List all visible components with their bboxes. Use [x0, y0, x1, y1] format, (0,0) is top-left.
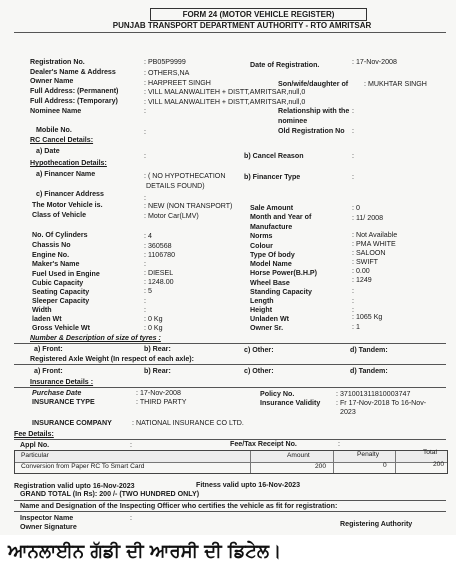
fee-col-amount: Amount — [287, 452, 310, 459]
fee-col-particular: Particular — [21, 452, 49, 459]
registration-no-value: : PB05P9999 — [144, 58, 186, 66]
model-value: : SWIFT — [352, 258, 379, 266]
colour-label: Colour — [250, 242, 273, 250]
fee-col-divider — [250, 451, 251, 473]
temporary-address-label: Full Address: (Temporary) — [30, 97, 118, 105]
cubic-capacity-label: Cubic Capacity — [32, 279, 84, 287]
chassis-label: Chassis No — [32, 241, 71, 249]
officer-heading: Name and Designation of the Inspecting Officer who certifies the vehicle as fit for registration: — [20, 502, 338, 510]
date-of-registration-label: Date of Registration. — [250, 61, 320, 69]
financer-type-label: b) Financer Type — [244, 173, 301, 181]
cancel-reason-value: : — [352, 152, 354, 160]
cylinders-value: : 4 — [144, 232, 152, 240]
width-value: : — [144, 306, 146, 314]
relation-label: Son/wife/daughter of — [278, 80, 349, 88]
axle-other: c) Other: — [244, 367, 274, 375]
norms-label: Norms — [250, 232, 273, 240]
owner-name-value: : HARPREET SINGH — [144, 79, 211, 87]
financer-name-label: a) Financer Name — [36, 170, 96, 178]
department-title: PUNJAB TRANSPORT DEPARTMENT AUTHORITY - RTO AMRITSAR — [112, 21, 372, 30]
length-value: : — [352, 297, 354, 305]
purchase-date-value: : 17-Nov-2008 — [136, 389, 181, 397]
tyres-divider — [14, 343, 446, 344]
insurance-divider — [14, 387, 446, 388]
manufacture-value: : 11/ 2008 — [352, 214, 384, 222]
horse-power-label: Horse Power(B.H.P) — [250, 269, 318, 277]
manufacture-label: Month and Year of — [250, 213, 312, 221]
body-type-value: : SALOON — [352, 249, 386, 257]
inspector-name-value: : — [130, 514, 132, 522]
permanent-address-value: : VILL MALANWALITEH + DISTT,AMRITSAR,null,0 — [144, 88, 306, 96]
maker-value: : — [144, 260, 146, 268]
fee-col-divider — [395, 451, 396, 473]
tyres-rear: b) Rear: — [144, 345, 171, 353]
vehicle-class-value: : Motor Car(LMV) — [144, 212, 199, 220]
fitness-validity: Fitness valid upto 16-Nov-2023 — [196, 481, 301, 489]
fuel-value: : DIESEL — [144, 269, 174, 277]
fee-table — [14, 450, 448, 474]
manufacture-label-cont: Manufacture — [250, 223, 293, 231]
body-type-label: Type Of body — [250, 251, 295, 259]
financer-address-value: : — [144, 194, 146, 202]
fee-row-amount: 200 — [315, 463, 327, 470]
date-of-registration-value: : 17-Nov-2008 — [352, 58, 397, 66]
fee-row-penalty: 0 — [383, 462, 387, 469]
cylinders-label: No. Of Cylinders — [32, 231, 88, 239]
temporary-address-value: : VILL MALANWALITEH + DISTT,AMRITSAR,null,0 — [144, 98, 306, 106]
old-registration-label: Old Registration No — [278, 127, 345, 135]
policy-no-value: : 371001311810003747 — [336, 390, 411, 398]
vehicle-type-value: : NEW (NON TRANSPORT) — [144, 202, 233, 210]
permanent-address-label: Full Address: (Permanent) — [30, 87, 119, 95]
fee-heading: Fee Details: — [14, 430, 54, 438]
relation-value: : MUKHTAR SINGH — [364, 80, 427, 88]
mobile-no-value: : — [144, 128, 146, 136]
width-label: Width — [32, 306, 52, 314]
tyres-tandem: d) Tandem: — [350, 346, 388, 354]
tyres-front: a) Front: — [34, 345, 63, 353]
sale-amount-value: : 0 — [352, 204, 360, 212]
form-title: FORM 24 (MOTOR VEHICLE REGISTER) — [150, 8, 367, 21]
unladen-weight-value: : 1065 Kg — [352, 313, 383, 321]
fuel-label: Fuel Used in Engine — [32, 270, 100, 278]
nominee-name-label: Nominee Name — [30, 107, 82, 115]
sale-amount-label: Sale Amount — [250, 204, 294, 212]
gross-weight-label: Gross Vehicle Wt — [32, 324, 90, 332]
insurance-heading: Insurance Details : — [30, 378, 94, 386]
hypothecation-heading: Hypothecation Details: — [30, 159, 107, 167]
policy-no-label: Policy No. — [260, 390, 295, 398]
fee-receipt-label: Fee/Tax Receipt No. — [230, 440, 297, 448]
nominee-relationship-label: Relationship with the — [278, 107, 350, 115]
punjabi-caption: ਆਨਲਾਈਨ ਗੱਡੀ ਦੀ ਆਰਸੀ ਦੀ ਡਿਟੇਲ। — [8, 541, 282, 562]
old-registration-value: : — [352, 127, 354, 135]
insurance-company-label: INSURANCE COMPANY — [32, 419, 112, 427]
seating-value: : 5 — [144, 287, 152, 295]
rc-cancel-date-value: : — [144, 152, 146, 160]
axle-tandem: d) Tandem: — [350, 367, 388, 375]
officer-divider — [14, 500, 446, 501]
fee-receipt-value: : — [338, 440, 340, 448]
nominee-relationship-label-cont: nominee — [278, 117, 308, 125]
cubic-capacity-value: : 1248.00 — [144, 278, 174, 286]
model-label: Model Name — [250, 260, 292, 268]
length-label: Length — [250, 297, 274, 305]
gross-weight-value: : 0 Kg — [144, 324, 163, 332]
engine-value: : 1106780 — [144, 251, 176, 259]
colour-value: : PMA WHITE — [352, 240, 396, 248]
nominee-name-value: : — [144, 107, 146, 115]
officer-divider-2 — [14, 511, 446, 512]
height-value: : — [352, 306, 354, 314]
tyres-other: c) Other: — [244, 346, 274, 354]
insurance-type-value: : THIRD PARTY — [136, 398, 187, 406]
standing-value: : — [352, 287, 354, 295]
fee-col-total: Total — [423, 449, 437, 456]
tyres-heading: Number & Description of size of tyres : — [30, 334, 161, 342]
wheel-base-label: Wheel Base — [250, 279, 290, 287]
dealer-value: : OTHERS,NA — [144, 69, 190, 77]
nominee-relationship-value: : — [352, 107, 354, 115]
financer-type-value: : — [352, 173, 354, 181]
engine-label: Engine No. — [32, 251, 70, 259]
laden-weight-value: : 0 Kg — [144, 315, 163, 323]
wheel-base-value: : 1249 — [352, 276, 372, 284]
registration-validity: Registration valid upto 16-Nov-2023 — [14, 482, 135, 490]
appl-no-label: Appl No. — [20, 441, 50, 449]
financer-name-value: : ( NO HYPOTHECATION — [144, 172, 226, 180]
header-divider — [14, 32, 446, 33]
insurance-type-label: INSURANCE TYPE — [32, 398, 95, 406]
registration-no-label: Registration No. — [30, 58, 85, 66]
axle-front: a) Front: — [34, 367, 63, 375]
vehicle-class-label: Class of Vehicle — [32, 211, 87, 219]
height-label: Height — [250, 306, 273, 314]
financer-address-label: c) Financer Address — [36, 190, 104, 198]
vehicle-type-label: The Motor Vehicle is. — [32, 201, 103, 209]
owner-serial-label: Owner Sr. — [250, 324, 284, 332]
rc-cancel-heading: RC Cancel Details: — [30, 136, 94, 144]
horse-power-value: : 0.00 — [352, 267, 370, 275]
insurance-validity-value: : Fr 17-Nov-2018 To 16-Nov- — [336, 399, 427, 407]
insurance-validity-label: Insurance Validity — [260, 399, 321, 407]
dealer-label: Dealer's Name & Address — [30, 68, 116, 76]
fee-col-penalty: Penalty — [357, 451, 379, 458]
fee-row-total: 200 — [433, 461, 445, 468]
standing-label: Standing Capacity — [250, 288, 312, 296]
inspector-name-label: Inspector Name — [20, 514, 74, 522]
owner-serial-value: : 1 — [352, 323, 360, 331]
rc-cancel-date-label: a) Date — [36, 147, 60, 155]
owner-name-label: Owner Name — [30, 77, 74, 85]
axle-divider — [14, 364, 446, 365]
fee-col-divider — [333, 451, 334, 473]
registering-authority-label: Registering Authority — [340, 520, 413, 528]
insurance-validity-value-cont: 2023 — [340, 408, 356, 416]
axle-rear: b) Rear: — [144, 367, 171, 375]
insurance-company-value: : NATIONAL INSURANCE CO LTD. — [132, 419, 244, 427]
sleeper-value: : — [144, 297, 146, 305]
axle-heading: Registered Axle Weight (In respect of each axle): — [30, 355, 194, 363]
appl-no-value: : — [130, 441, 132, 449]
sleeper-label: Sleeper Capacity — [32, 297, 90, 305]
norms-value: : Not Available — [352, 231, 398, 239]
maker-label: Maker's Name — [32, 260, 80, 268]
laden-weight-label: laden Wt — [32, 315, 62, 323]
cancel-reason-label: b) Cancel Reason — [244, 152, 304, 160]
chassis-value: : 360568 — [144, 242, 172, 250]
seating-label: Seating Capacity — [32, 288, 90, 296]
purchase-date-label: Purchase Date — [32, 389, 82, 397]
owner-signature-label: Owner Signature — [20, 523, 77, 531]
mobile-no-label: Mobile No. — [36, 126, 72, 134]
financer-name-value-cont: DETAILS FOUND) — [146, 182, 205, 190]
fee-row-particular: Conversion from Paper RC To Smart Card — [21, 463, 145, 470]
grand-total: GRAND TOTAL (In Rs): 200 /- (TWO HUNDRED ONLY) — [20, 490, 200, 498]
unladen-weight-label: Unladen Wt — [250, 315, 290, 323]
